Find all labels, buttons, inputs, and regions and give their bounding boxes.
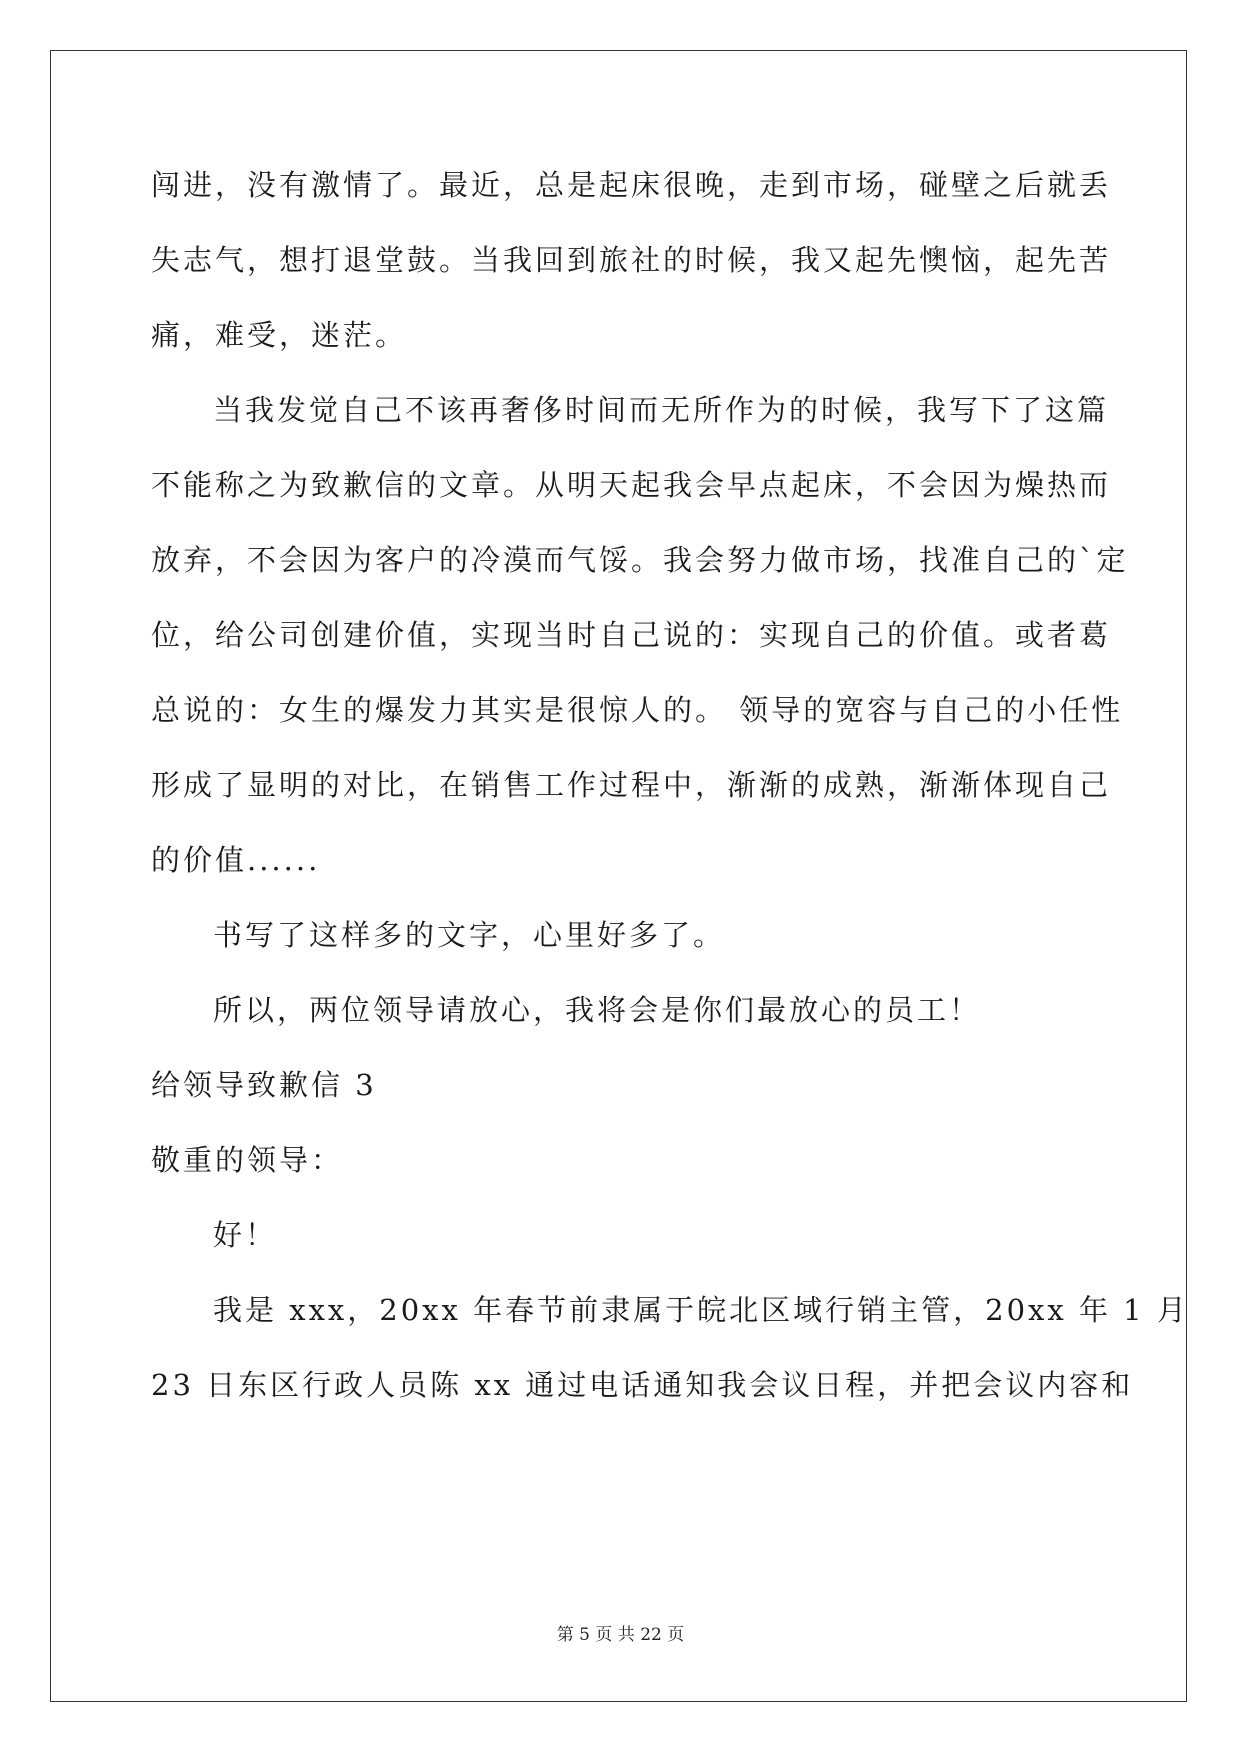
page-number: 第 5 页 共 22 页 <box>556 1625 685 1645</box>
greeting: 好！ <box>213 1218 278 1252</box>
paragraph-line: 我是 xxx，20xx 年春节前隶属于皖北区域行销主管，20xx 年 1 月 <box>213 1293 1189 1327</box>
paragraph-line: 书写了这样多的文字，心里好多了。 <box>213 918 726 952</box>
paragraph-line: 不能称之为致歉信的文章。从明天起我会早点起床，不会因为燥热而 <box>151 468 1112 502</box>
paragraph-line: 痛，难受，迷茫。 <box>151 318 408 352</box>
paragraph-line: 当我发觉自己不该再奢侈时间而无所作为的时候，我写下了这篇 <box>213 393 1110 427</box>
paragraph-line: 位，给公司创建价值，实现当时自己说的：实现自己的价值。或者葛 <box>151 618 1112 652</box>
paragraph-line: 总说的：女生的爆发力其实是很惊人的。 领导的宽容与自己的小任性 <box>151 693 1124 727</box>
paragraph-line: 所以，两位领导请放心，我将会是你们最放心的员工！ <box>213 993 982 1027</box>
salutation: 敬重的领导： <box>151 1143 344 1177</box>
paragraph-line: 形成了显明的对比，在销售工作过程中，渐渐的成熟，渐渐体现自己 <box>151 768 1112 802</box>
paragraph-line: 23 日东区行政人员陈 xx 通过电话通知我会议日程，并把会议内容和 <box>151 1368 1134 1402</box>
section-heading: 给领导致歉信 3 <box>151 1068 377 1102</box>
paragraph-line: 放弃，不会因为客户的冷漠而气馁。我会努力做市场，找准自己的`定 <box>151 543 1129 577</box>
paragraph-line: 闯进，没有激情了。最近，总是起床很晚，走到市场，碰壁之后就丢 <box>151 168 1112 202</box>
paragraph-line: 失志气，想打退堂鼓。当我回到旅社的时候，我又起先懊恼，起先苦 <box>151 243 1112 277</box>
paragraph-line: 的价值...... <box>151 843 321 877</box>
